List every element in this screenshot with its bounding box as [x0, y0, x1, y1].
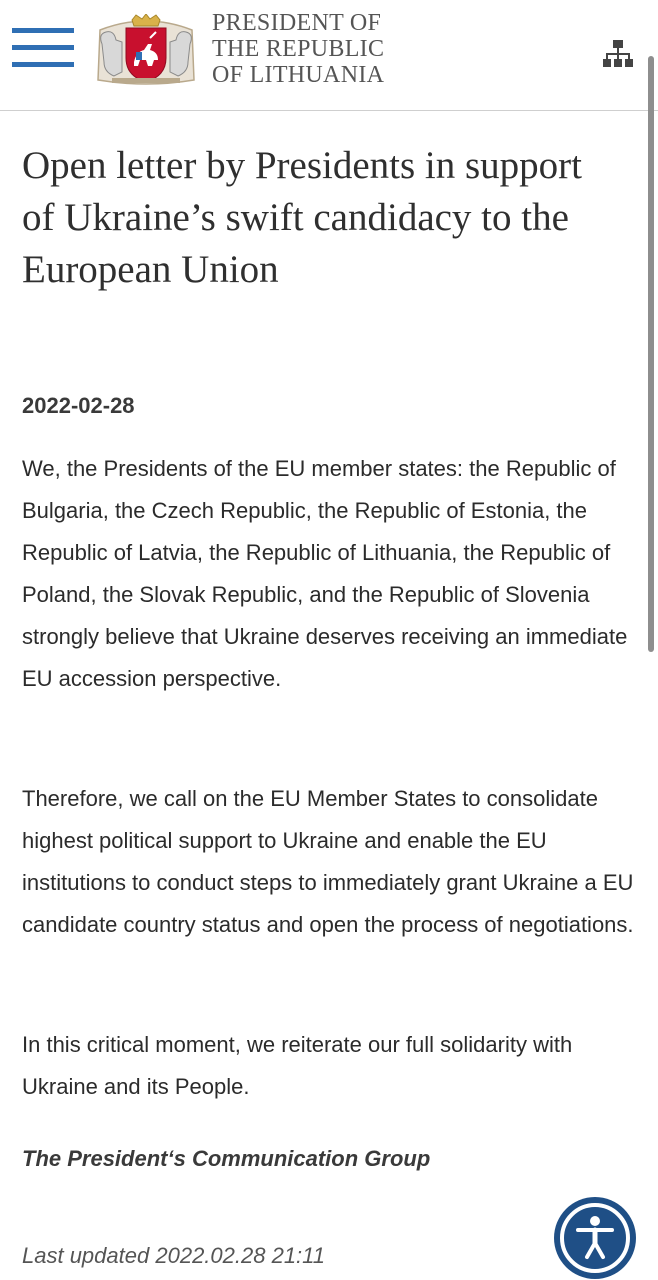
- site-title-line: OF LITHUANIA: [212, 62, 385, 88]
- menu-bar: [12, 45, 74, 50]
- scrollbar[interactable]: [648, 56, 654, 652]
- hamburger-menu-icon[interactable]: [12, 26, 74, 72]
- menu-bar: [12, 62, 74, 67]
- site-header: [0, 0, 658, 111]
- accessibility-button[interactable]: [554, 1197, 636, 1279]
- site-title[interactable]: [212, 10, 384, 88]
- last-updated: [22, 1243, 325, 1269]
- article-date: 2022-02-28: [22, 393, 135, 418]
- article-signature: The President‘s Communication Group: [22, 1146, 431, 1171]
- site-title-line: THE REPUBLIC: [212, 36, 385, 62]
- article-title: Open letter by Presidents in support of Ukraine’s swift candidacy to the European Union: [22, 144, 582, 291]
- article-paragraph: We, the Presidents of the EU member states: the Republic of Bulgaria, the Czech Republic, the Republic of Estonia, the Republic of Latvia, the Republic of Lithuania, the Republic of Poland, the Slovak Republic, and the Republic of Slovenia strongly believe that Ukraine deserves receiving an immediate EU accession perspective.: [22, 456, 628, 691]
- last-updated-label: Last updated: [22, 1243, 150, 1268]
- last-updated-value: 2022.02.28 21:11: [155, 1243, 325, 1268]
- article-paragraph: Therefore, we call on the EU Member States to consolidate highest political support to Ukraine and enable the EU institutions to conduct steps to immediately grant Ukraine a EU candidate country status and open the process of negotiations.: [22, 786, 634, 937]
- site-title-line: PRESIDENT OF: [212, 10, 382, 36]
- coat-of-arms-icon[interactable]: [92, 14, 200, 86]
- sitemap-icon[interactable]: [602, 38, 634, 70]
- menu-bar: [12, 28, 74, 33]
- article-paragraph: In this critical moment, we reiterate our full solidarity with Ukraine and its People.: [22, 1032, 573, 1099]
- accessibility-person-icon: [554, 1197, 636, 1279]
